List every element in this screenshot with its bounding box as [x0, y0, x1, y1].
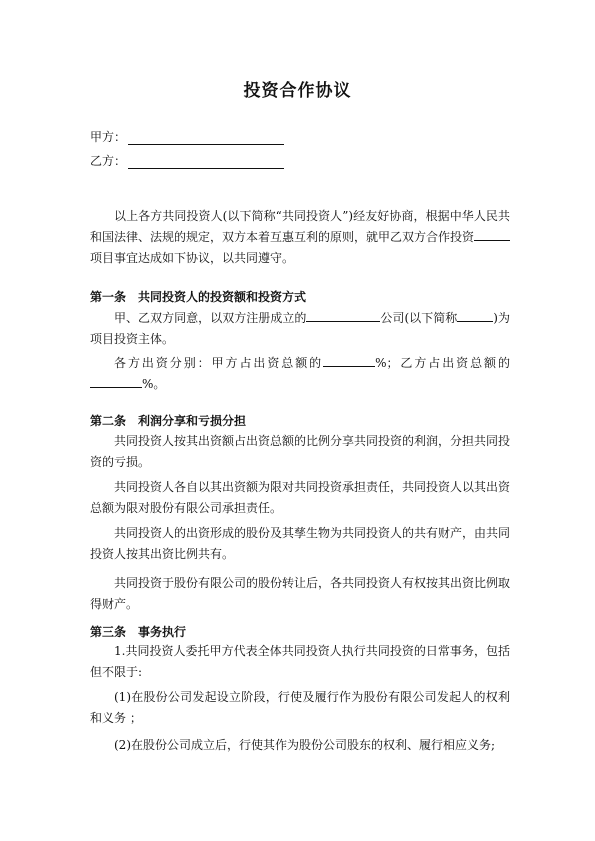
- short-name-blank[interactable]: [457, 309, 493, 322]
- article-2-paragraph-3: 共同投资人的出资形成的股份及其孳生物为共同投资人的共有财产，由共同投资人按其出资比例共有。: [90, 526, 511, 561]
- party-b-row: [90, 153, 284, 169]
- article-2-paragraph-2: 共同投资人各自以其出资额为限对共同投资承担责任，共同投资人以其出资总额为限对股份有限公司承担责任。: [90, 480, 511, 515]
- article-3-heading: [90, 624, 186, 640]
- party-a-label: 甲方：: [90, 130, 127, 144]
- article-3-title: 事务执行: [138, 625, 187, 639]
- party-a-row: [90, 129, 284, 145]
- intro-paragraph: [90, 206, 510, 269]
- article-1-p2-text-1: 各方出资分别：甲方占出资总额的: [114, 356, 324, 370]
- party-a-blank[interactable]: [128, 130, 284, 145]
- intro-text-1: 以上各方共同投资人(以下简称“共同投资人”)经友好协商，根据中华人民共和国法律、法规的规定，双方本着互惠互利的原则，就甲乙双方合作投资: [90, 209, 510, 244]
- article-1-number: 第一条: [90, 290, 127, 304]
- party-b-share-blank[interactable]: [90, 375, 142, 388]
- article-3-paragraph-2: (1)在股份公司发起设立阶段，行使及履行作为股份有限公司发起人的权利和义务 ；: [90, 690, 510, 725]
- article-2-number: 第二条: [90, 414, 127, 428]
- article-1-title: 共同投资人的投资额和投资方式: [138, 290, 307, 304]
- article-2-paragraph-4: 共同投资于股份有限公司的股份转让后，各共同投资人有权按其出资比例取得财产。: [90, 576, 511, 611]
- article-2-heading: [90, 413, 246, 429]
- article-3-paragraph-3: (2)在股份公司成立后，行使其作为股份公司股东的权利、履行相应义务;: [114, 738, 496, 752]
- party-b-blank[interactable]: [128, 154, 284, 169]
- article-3-paragraph-1: 1.共同投资人委托甲方代表全体共同投资人执行共同投资的日常事务，包括但不限于:: [90, 644, 510, 679]
- article-3-number: 第三条: [90, 625, 127, 639]
- article-2-title: 利润分享和亏损分担: [138, 414, 247, 428]
- article-1-p1-text-1: 甲、乙双方同意，以双方注册成立的: [114, 311, 307, 325]
- article-1-paragraph-2: [90, 353, 510, 395]
- article-2-paragraph-1: 共同投资人按其出资额占出资总额的比例分享共同投资的利润，分担共同投资的亏损。: [90, 434, 511, 469]
- article-1-p1-text-2: 公司(以下简称: [380, 311, 458, 325]
- party-a-share-blank[interactable]: [323, 354, 375, 367]
- document-title: 投资合作协议: [243, 81, 352, 101]
- article-1-p2-text-2: %；乙方占出资总额的: [375, 356, 510, 370]
- intro-text-2: 项目事宜达成如下协议，以共同遵守。: [90, 251, 295, 265]
- party-b-label: 乙方：: [90, 154, 127, 168]
- company-name-blank[interactable]: [306, 309, 380, 322]
- article-1-p2-text-3: %。: [142, 377, 166, 391]
- article-1-heading: [90, 289, 306, 305]
- project-name-blank[interactable]: [474, 228, 510, 241]
- article-1-p1-text-3: )为项目投资主体。: [90, 311, 511, 346]
- article-1-paragraph-1: [90, 308, 510, 350]
